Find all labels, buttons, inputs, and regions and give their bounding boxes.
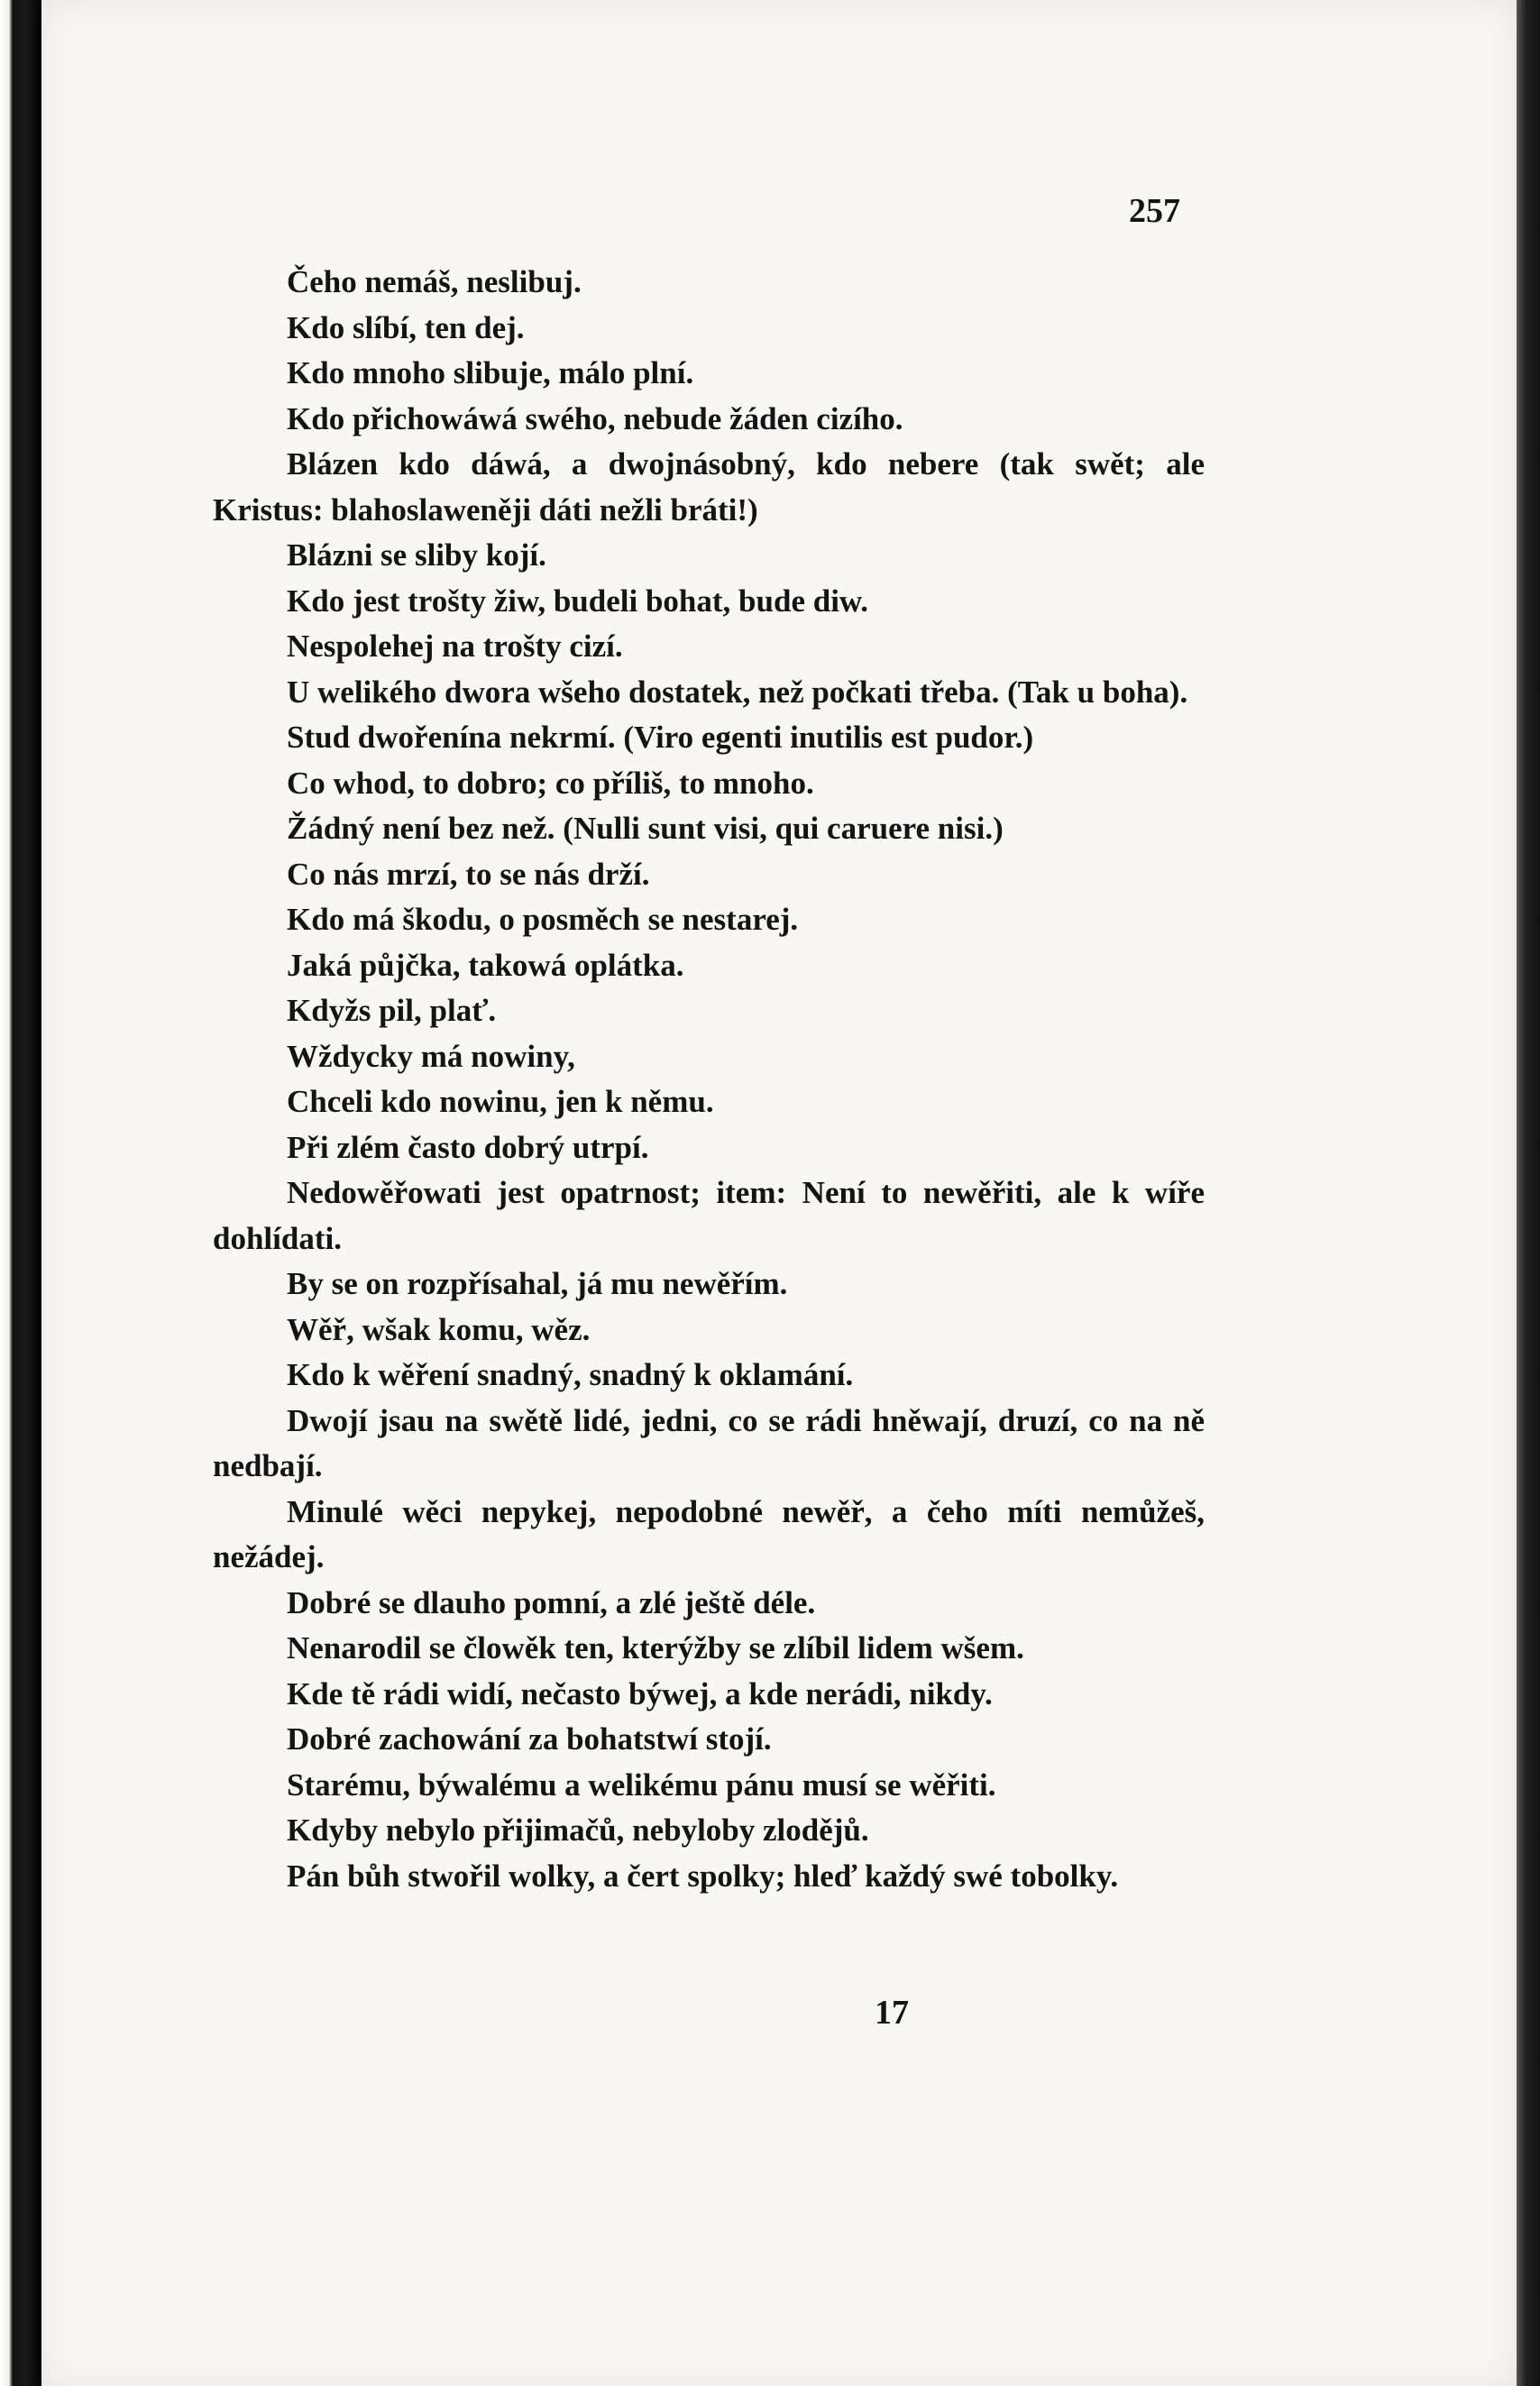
proverb-line: Kdyby nebylo přijimačů, nebyloby zlodějů. xyxy=(287,1812,869,1848)
proverb-line: Dobré se dlauho pomní, a zlé ještě déle. xyxy=(287,1584,816,1620)
proverb-line: Minulé wěci nepykej, nepodobné newěř, a čeho míti nemůžeš, nežádej. xyxy=(213,1493,1205,1574)
proverb-line: Čeho nemáš, neslibuj. xyxy=(287,264,582,299)
proverb-line: Stud dwořenína nekrmí. (Viro egenti inutilis est pudor.) xyxy=(287,720,1034,755)
proverb-line: Co whod, to dobro; co příliš, to mnoho. xyxy=(287,765,814,801)
proverb-line: Starému, býwalému a welikému pánu musí se wěřiti. xyxy=(287,1767,996,1803)
page-text xyxy=(213,260,1205,1899)
signature-mark: 17 xyxy=(875,1994,909,2032)
proverb-line: By se on rozpřísahal, já mu newěřím. xyxy=(287,1266,788,1301)
proverb-line: Žádný není bez než. (Nulli sunt visi, qui caruere nisi.) xyxy=(287,811,1004,846)
proverb-line: Při zlém často dobrý utrpí. xyxy=(287,1129,649,1165)
proverb-line: Blázen kdo dáwá, a dwojnásobný, kdo nebere (tak swět; ale Kristus: blahoslaweněji dáti nežli bráti!) xyxy=(213,446,1205,528)
proverb-line: Co nás mrzí, to se nás drží. xyxy=(287,856,650,892)
proverb-line: Pán bůh stwořil wolky, a čert spolky; hleď každý swé tobolky. xyxy=(287,1858,1119,1894)
right-page-edge xyxy=(1517,0,1540,2386)
proverb-line: Chceli kdo nowinu, jen k němu. xyxy=(287,1084,714,1119)
proverb-line: Dobré zachowání za bohatstwí stojí. xyxy=(287,1721,772,1757)
proverb-line: Nedowěřowati jest opatrnost; item: Není to newěřiti, ale k wíře dohlídati. xyxy=(213,1175,1205,1256)
proverb-line: Blázni se sliby kojí. xyxy=(287,537,546,573)
proverb-line: Kdo má škodu, o posměch se nestarej. xyxy=(287,902,799,937)
proverb-line: Wždycky má nowiny, xyxy=(287,1038,575,1074)
proverb-line: Nespolehej na trošty cizí. xyxy=(287,629,623,664)
proverb-line: Dwojí jsau na swětě lidé, jedni, co se rádi hněwají, druzí, co na ně nedbají. xyxy=(213,1402,1205,1483)
proverb-line: Jaká půjčka, takowá oplátka. xyxy=(287,947,684,983)
proverb-line: Kdo jest trošty žiw, budeli bohat, bude diw. xyxy=(287,583,869,619)
proverb-line: Kdo mnoho slibuje, málo plní. xyxy=(287,355,694,390)
book-page xyxy=(41,0,1517,2386)
proverb-line: Kdo přichowáwá swého, nebude žáden cizího. xyxy=(287,400,903,436)
proverb-line: Kdyžs pil, plať. xyxy=(287,993,497,1028)
proverb-line: U welikého dwora wšeho dostatek, než počkati třeba. (Tak u boha). xyxy=(287,674,1188,710)
left-page-edge xyxy=(0,0,41,2386)
proverb-line: Nenarodil se člowěk ten, kterýžby se zlíbil lidem wšem. xyxy=(287,1630,1024,1666)
proverb-line: Wěř, wšak komu, wěz. xyxy=(287,1311,591,1347)
proverb-line: Kdo k wěření snadný, snadný k oklamání. xyxy=(287,1357,854,1392)
proverb-line: Kde tě rádi widí, nečasto býwej, a kde nerádi, nikdy. xyxy=(287,1675,993,1711)
proverb-line: Kdo slíbí, ten dej. xyxy=(287,309,525,345)
page-number: 257 xyxy=(1129,192,1180,230)
